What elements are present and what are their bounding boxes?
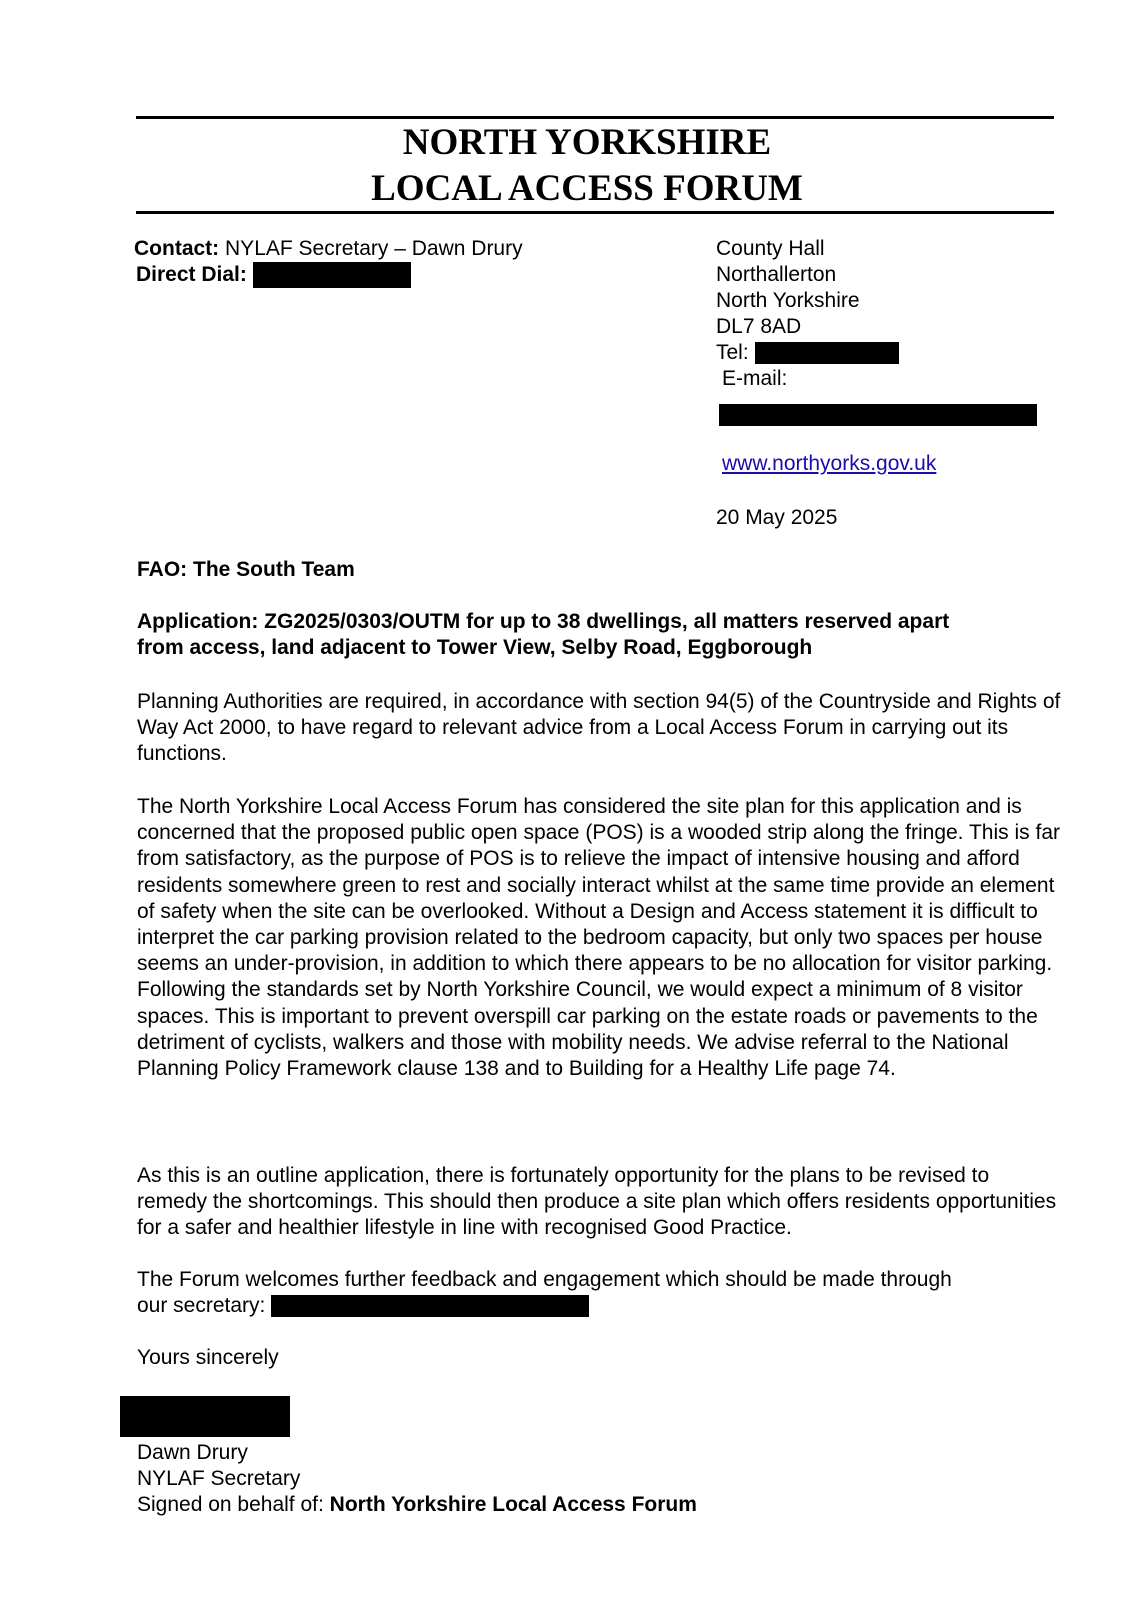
salutation: Yours sincerely bbox=[137, 1346, 279, 1369]
paragraph-statutory: Planning Authorities are required, in accordance with section 94(5) of the Countryside and Rights of Way Act 2000, to have regard to relevant advice from a Local Access Forum in carrying out its functions. bbox=[137, 690, 1061, 766]
header-top-rule bbox=[136, 116, 1054, 119]
signed-label: Signed on behalf of: bbox=[137, 1493, 324, 1516]
application-line1: Application: ZG2025/0303/OUTM for up to 38 dwellings, all matters reserved apart bbox=[137, 610, 950, 633]
application-line2: from access, land adjacent to Tower View, Selby Road, Eggborough bbox=[137, 636, 813, 659]
letter-date: 20 May 2025 bbox=[716, 506, 838, 529]
website-line bbox=[722, 451, 936, 477]
signed-org: North Yorkshire Local Access Forum bbox=[329, 1493, 697, 1516]
secretary-label: our secretary: bbox=[137, 1294, 266, 1317]
direct-dial-label: Direct Dial: bbox=[136, 263, 247, 286]
paragraph-concerns: The North Yorkshire Local Access Forum has considered the site plan for this application and is concerned that the proposed public open space (POS) is a wooded strip along the fringe. This is far from satisfactory, as the purpose of POS is to relieve the impact of intensive housing and afford residents somewhere green to rest and socially interact whilst at the same time provide an element of safety when the site can be overlooked. Without a Design and Access statement it is difficult to interpret the car parking provision related to the bedroom capacity, but only two spaces per house seems an under-provision, in addition to which there appears to be no allocation for visitor parking. Following the standards set by North Yorkshire Council, we would expect a minimum of 8 visitor spaces. This is important to prevent overspill car parking on the estate roads or pavements to the detriment of cyclists, walkers and those with mobility needs. We advise referral to the National Planning Policy Framework clause 138 and to Building for a Healthy Life page 74. bbox=[137, 795, 1060, 1081]
address-line1: County Hall bbox=[716, 237, 825, 260]
signed-on-behalf-line bbox=[137, 1492, 697, 1518]
address-line3: North Yorkshire bbox=[716, 289, 860, 312]
tel-line bbox=[716, 340, 899, 366]
address-postcode: DL7 8AD bbox=[716, 315, 802, 338]
email-label: E-mail: bbox=[722, 367, 788, 390]
redacted-email bbox=[719, 404, 1037, 426]
redacted-phone bbox=[253, 262, 411, 288]
letterhead-title-line1: NORTH YORKSHIRE bbox=[402, 122, 772, 163]
signatory-name: Dawn Drury bbox=[137, 1441, 248, 1464]
header-bottom-rule bbox=[136, 211, 1054, 214]
fao-line: FAO: The South Team bbox=[137, 558, 355, 581]
contact-label: Contact: bbox=[134, 237, 220, 260]
signatory-role: NYLAF Secretary bbox=[137, 1467, 301, 1490]
redacted-tel bbox=[755, 342, 899, 364]
letterhead-title-line2: LOCAL ACCESS FORUM bbox=[371, 168, 803, 209]
redacted-signature bbox=[120, 1396, 290, 1437]
paragraph-outline: As this is an outline application, there is fortunately opportunity for the plans to be revised to remedy the shortcomings. This should then produce a site plan which offers residents opportunities for a safer and healthier lifestyle in line with recognised Good Practice. bbox=[137, 1164, 1057, 1240]
paragraph-feedback-line1: The Forum welcomes further feedback and engagement which should be made through bbox=[137, 1268, 952, 1291]
tel-label: Tel: bbox=[716, 341, 749, 364]
redacted-secretary-email bbox=[271, 1295, 589, 1317]
contact-value: NYLAF Secretary – Dawn Drury bbox=[225, 237, 523, 260]
contact-line bbox=[134, 236, 523, 262]
paragraph-feedback-line2 bbox=[137, 1293, 589, 1319]
website-link[interactable]: www.northyorks.gov.uk bbox=[722, 452, 937, 475]
address-line2: Northallerton bbox=[716, 263, 837, 286]
direct-dial-line bbox=[136, 262, 411, 288]
